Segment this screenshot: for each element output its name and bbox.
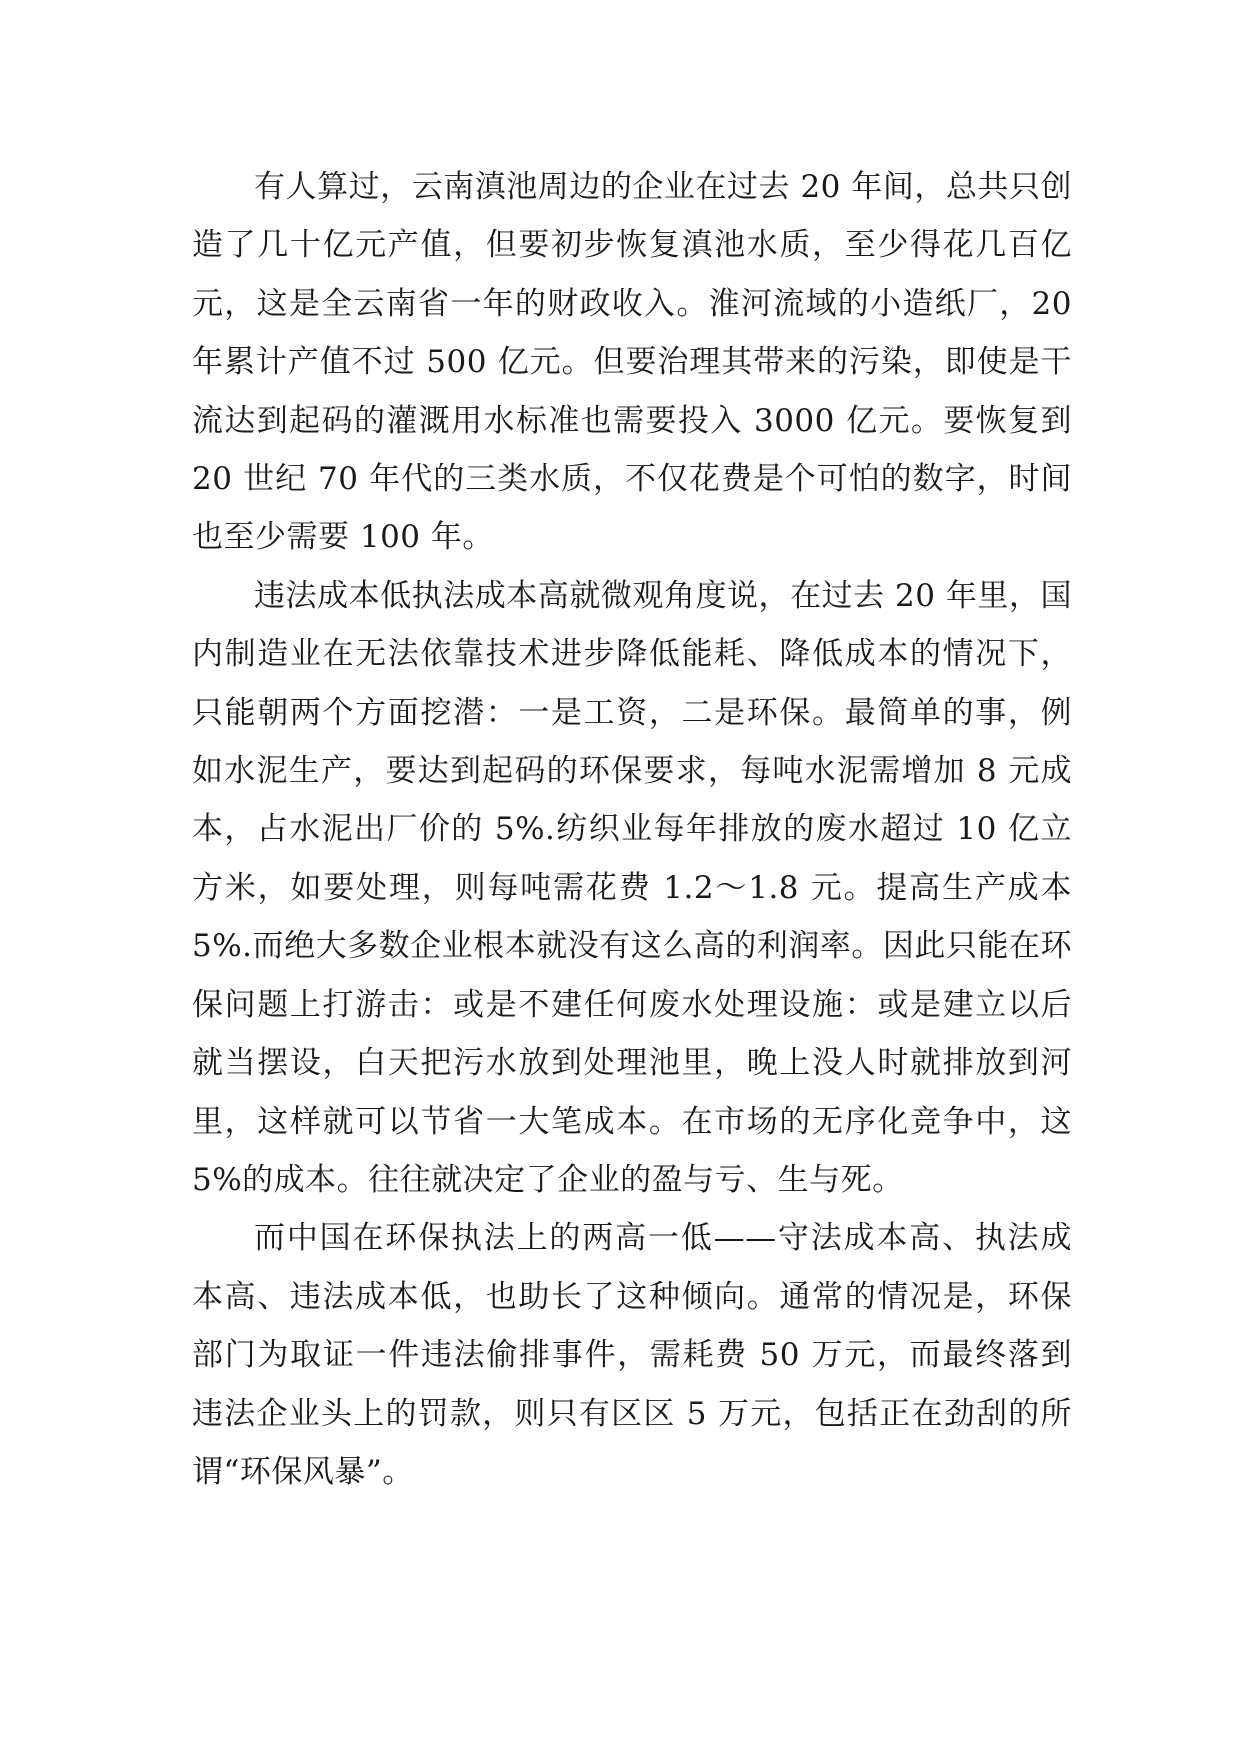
paragraph-enforcement: 而中国在环保执法上的两高一低——守法成本高、执法成本高、违法成本低，也助长了这种倾向。通常的情况是，环保部门为取证一件违法偷排事件，需耗费 50 万元，而最终落到违法企业头上的罚款，则只有区区 5 万元，包括正在劲刮的所谓“环保风暴”。 (192, 1220, 1072, 1490)
paragraph-violation-cost: 违法成本低执法成本高就微观角度说，在过去 20 年里，国内制造业在无法依靠技术进步降低能耗、降低成本的情况下，只能朝两个方面挖潜：一是工资，二是环保。最简单的事，例如水泥生产，要达到起码的环保要求，每吨水泥需增加 8 元成本，占水泥出厂价的 5%.纺织业每年排放的废水超过 10 亿立方米，如要处理，则每吨需花费 1.2～1.8 元。提高生产成本 5%.而绝大多数企业根本就没有这么高的利润率。因此只能在环保问题上打游击：或是不建任何废水处理设施：或是建立以后就当摆设，白天把污水放到处理池里，晚上没人时就排放到河里，这样就可以节省一大笔成本。在市场的无序化竞争中，这 5%的成本。往往就决定了企业的盈与亏、生与死。 (192, 577, 1072, 1198)
body-text (192, 158, 1072, 1501)
paragraph-dianchi-cost: 有人算过，云南滇池周边的企业在过去 20 年间，总共只创造了几十亿元产值，但要初步恢复滇池水质，至少得花几百亿元，这是全云南省一年的财政收入。淮河流域的小造纸厂，20 年累计产值不过 500 亿元。但要治理其带来的污染，即使是干流达到起码的灌溉用水标准也需要投入 3000 亿元。要恢复到 20 世纪 70 年代的三类水质，不仅花费是个可怕的数字，时间也至少需要 100 年。 (192, 169, 1072, 556)
